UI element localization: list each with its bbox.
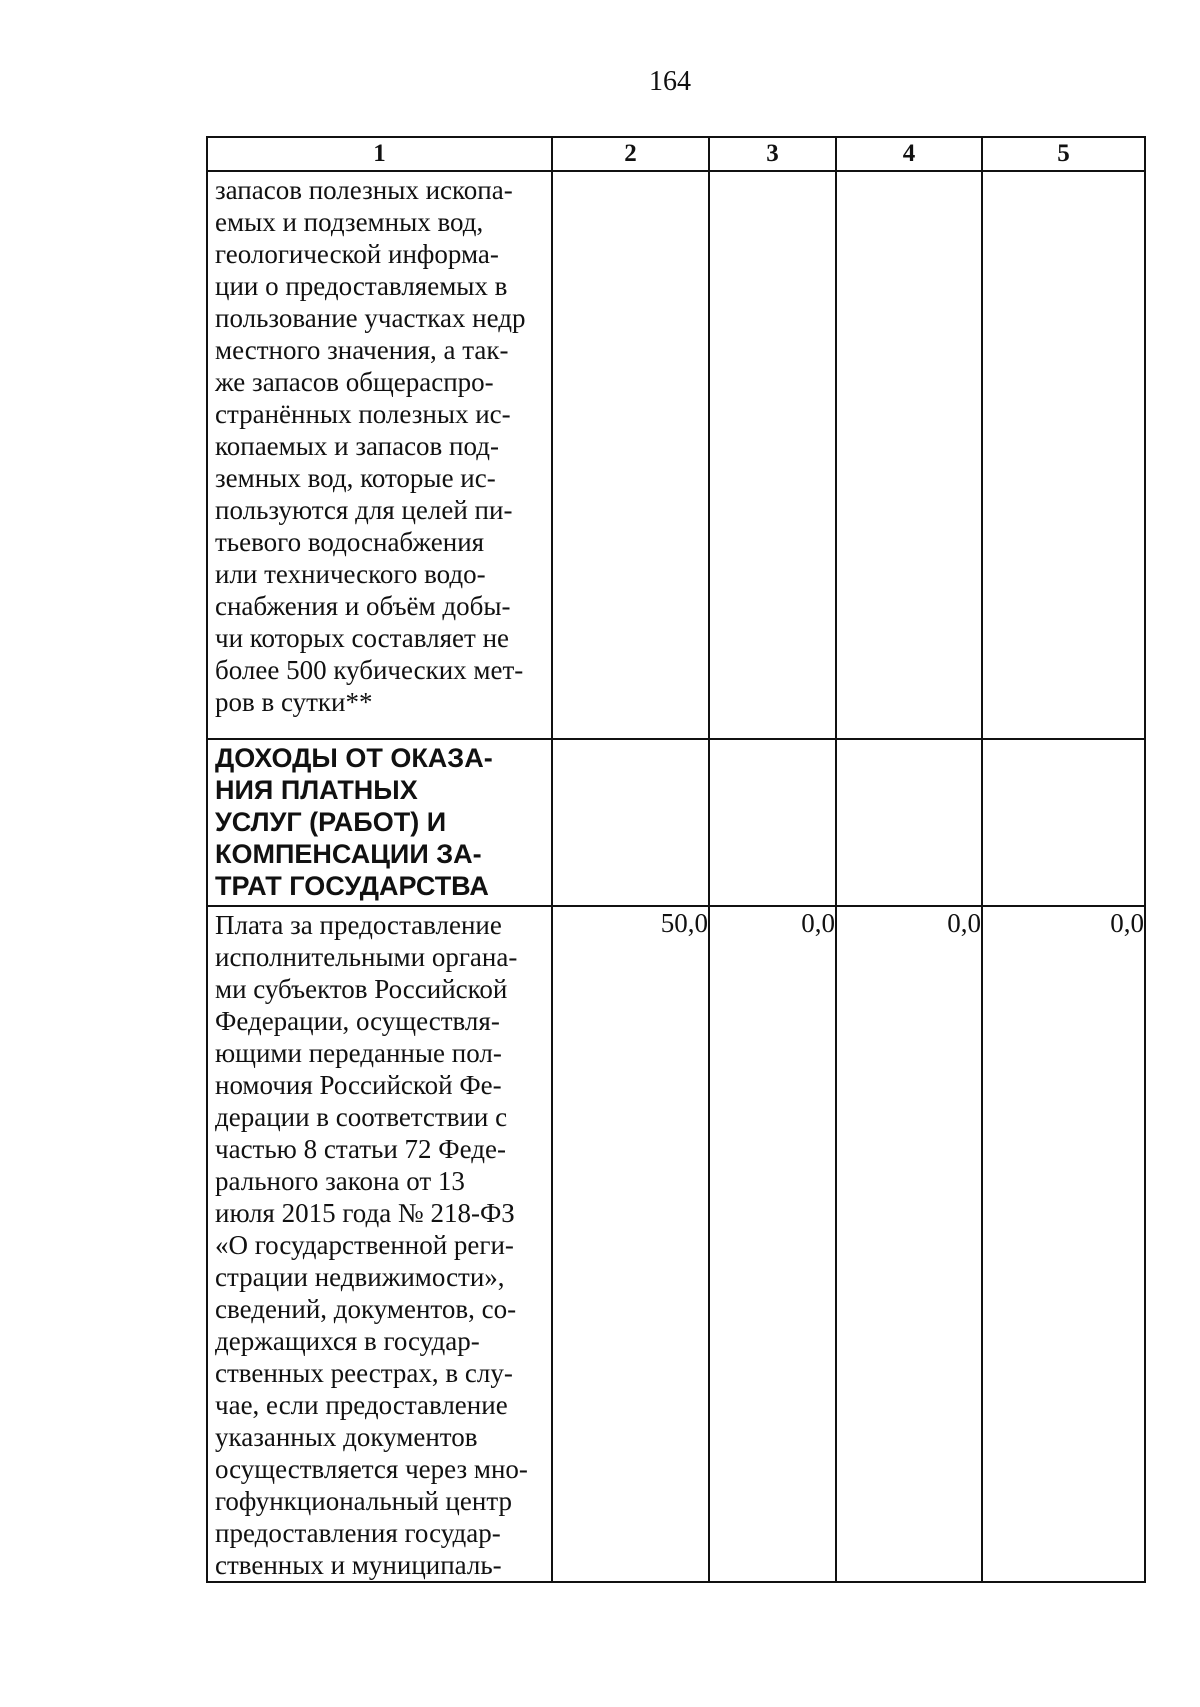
row-description-cell (207, 906, 552, 1582)
description-line: Плата за предоставление (215, 910, 502, 940)
row-description (208, 172, 551, 718)
heading-line: ТРАТ ГОСУДАРСТВА (215, 871, 489, 901)
heading-line: КОМПЕНСАЦИИ ЗА- (215, 839, 482, 869)
description-line: снабжения и объём добы- (215, 591, 511, 621)
value-cell-col-2 (552, 739, 709, 906)
description-line: странённых полезных ис- (215, 399, 511, 429)
value-cell-col-3 (709, 171, 836, 739)
description-line: «О государственной реги- (215, 1230, 514, 1260)
description-line: ственных реестрах, в слу- (215, 1358, 513, 1388)
table-header (207, 137, 1145, 171)
value-cell-col-5 (982, 171, 1145, 739)
description-line: геологической информа- (215, 239, 499, 269)
value-cell-col-3 (709, 739, 836, 906)
description-line: ров в сутки** (215, 687, 373, 717)
description-line: держащихся в государ- (215, 1326, 480, 1356)
value-cell-col-4: 0,0 (836, 906, 982, 1582)
description-line: пользование участках недр (215, 303, 526, 333)
description-line: более 500 кубических мет- (215, 655, 524, 685)
column-header-5: 5 (982, 137, 1145, 171)
section-heading (208, 740, 551, 902)
page-number: 164 (649, 66, 691, 97)
description-line: частью 8 статьи 72 Феде- (215, 1134, 506, 1164)
description-line: земных вод, которые ис- (215, 463, 496, 493)
heading-line: УСЛУГ (РАБОТ) И (215, 807, 447, 837)
description-line: предоставления государ- (215, 1518, 501, 1548)
description-line: осуществляется через мно- (215, 1454, 528, 1484)
description-line: дерации в соответствии с (215, 1102, 508, 1132)
heading-line: НИЯ ПЛАТНЫХ (215, 775, 418, 805)
description-line: страции недвижимости», (215, 1262, 505, 1292)
value-cell-col-2 (552, 171, 709, 739)
description-line: ми субъектов Российской (215, 974, 508, 1004)
value-cell-col-4 (836, 171, 982, 739)
description-line: сведений, документов, со- (215, 1294, 517, 1324)
table-row (207, 906, 1145, 1582)
row-description-cell (207, 739, 552, 906)
description-line: тьевого водоснабжения (215, 527, 485, 557)
description-line: запасов полезных ископа- (215, 175, 513, 205)
description-line: Федерации, осуществля- (215, 1006, 500, 1036)
row-description (208, 907, 551, 1581)
column-header-2: 2 (552, 137, 709, 171)
description-line: июля 2015 года № 218-ФЗ (215, 1198, 515, 1228)
description-line: же запасов общераспро- (215, 367, 494, 397)
description-line: ции о предоставляемых в (215, 271, 508, 301)
description-line: исполнительными органа- (215, 942, 518, 972)
row-description-cell (207, 171, 552, 739)
description-line: или технического водо- (215, 559, 486, 589)
description-line: чи которых составляет не (215, 623, 510, 653)
description-line: ственных и муниципаль- (215, 1550, 502, 1580)
description-line: гофункциональный центр (215, 1486, 512, 1516)
column-header-1: 1 (207, 137, 552, 171)
budget-table (206, 136, 1146, 1583)
table-row (207, 171, 1145, 739)
column-header-3: 3 (709, 137, 836, 171)
value-cell-col-4 (836, 739, 982, 906)
value-cell-col-3: 0,0 (709, 906, 836, 1582)
header-row (207, 137, 1145, 171)
column-header-4: 4 (836, 137, 982, 171)
table-row-section-heading (207, 739, 1145, 906)
description-line: емых и подземных вод, (215, 207, 484, 237)
value-cell-col-5: 0,0 (982, 906, 1145, 1582)
description-line: пользуются для целей пи- (215, 495, 513, 525)
description-line: копаемых и запасов под- (215, 431, 499, 461)
description-line: местного значения, а так- (215, 335, 509, 365)
description-line: указанных документов (215, 1422, 478, 1452)
value-cell-col-5 (982, 739, 1145, 906)
value-cell-col-2: 50,0 (552, 906, 709, 1582)
description-line: ющими переданные пол- (215, 1038, 502, 1068)
description-line: номочия Российской Фе- (215, 1070, 502, 1100)
description-line: рального закона от 13 (215, 1166, 465, 1196)
description-line: чае, если предоставление (215, 1390, 508, 1420)
heading-line: ДОХОДЫ ОТ ОКАЗА- (215, 743, 493, 773)
